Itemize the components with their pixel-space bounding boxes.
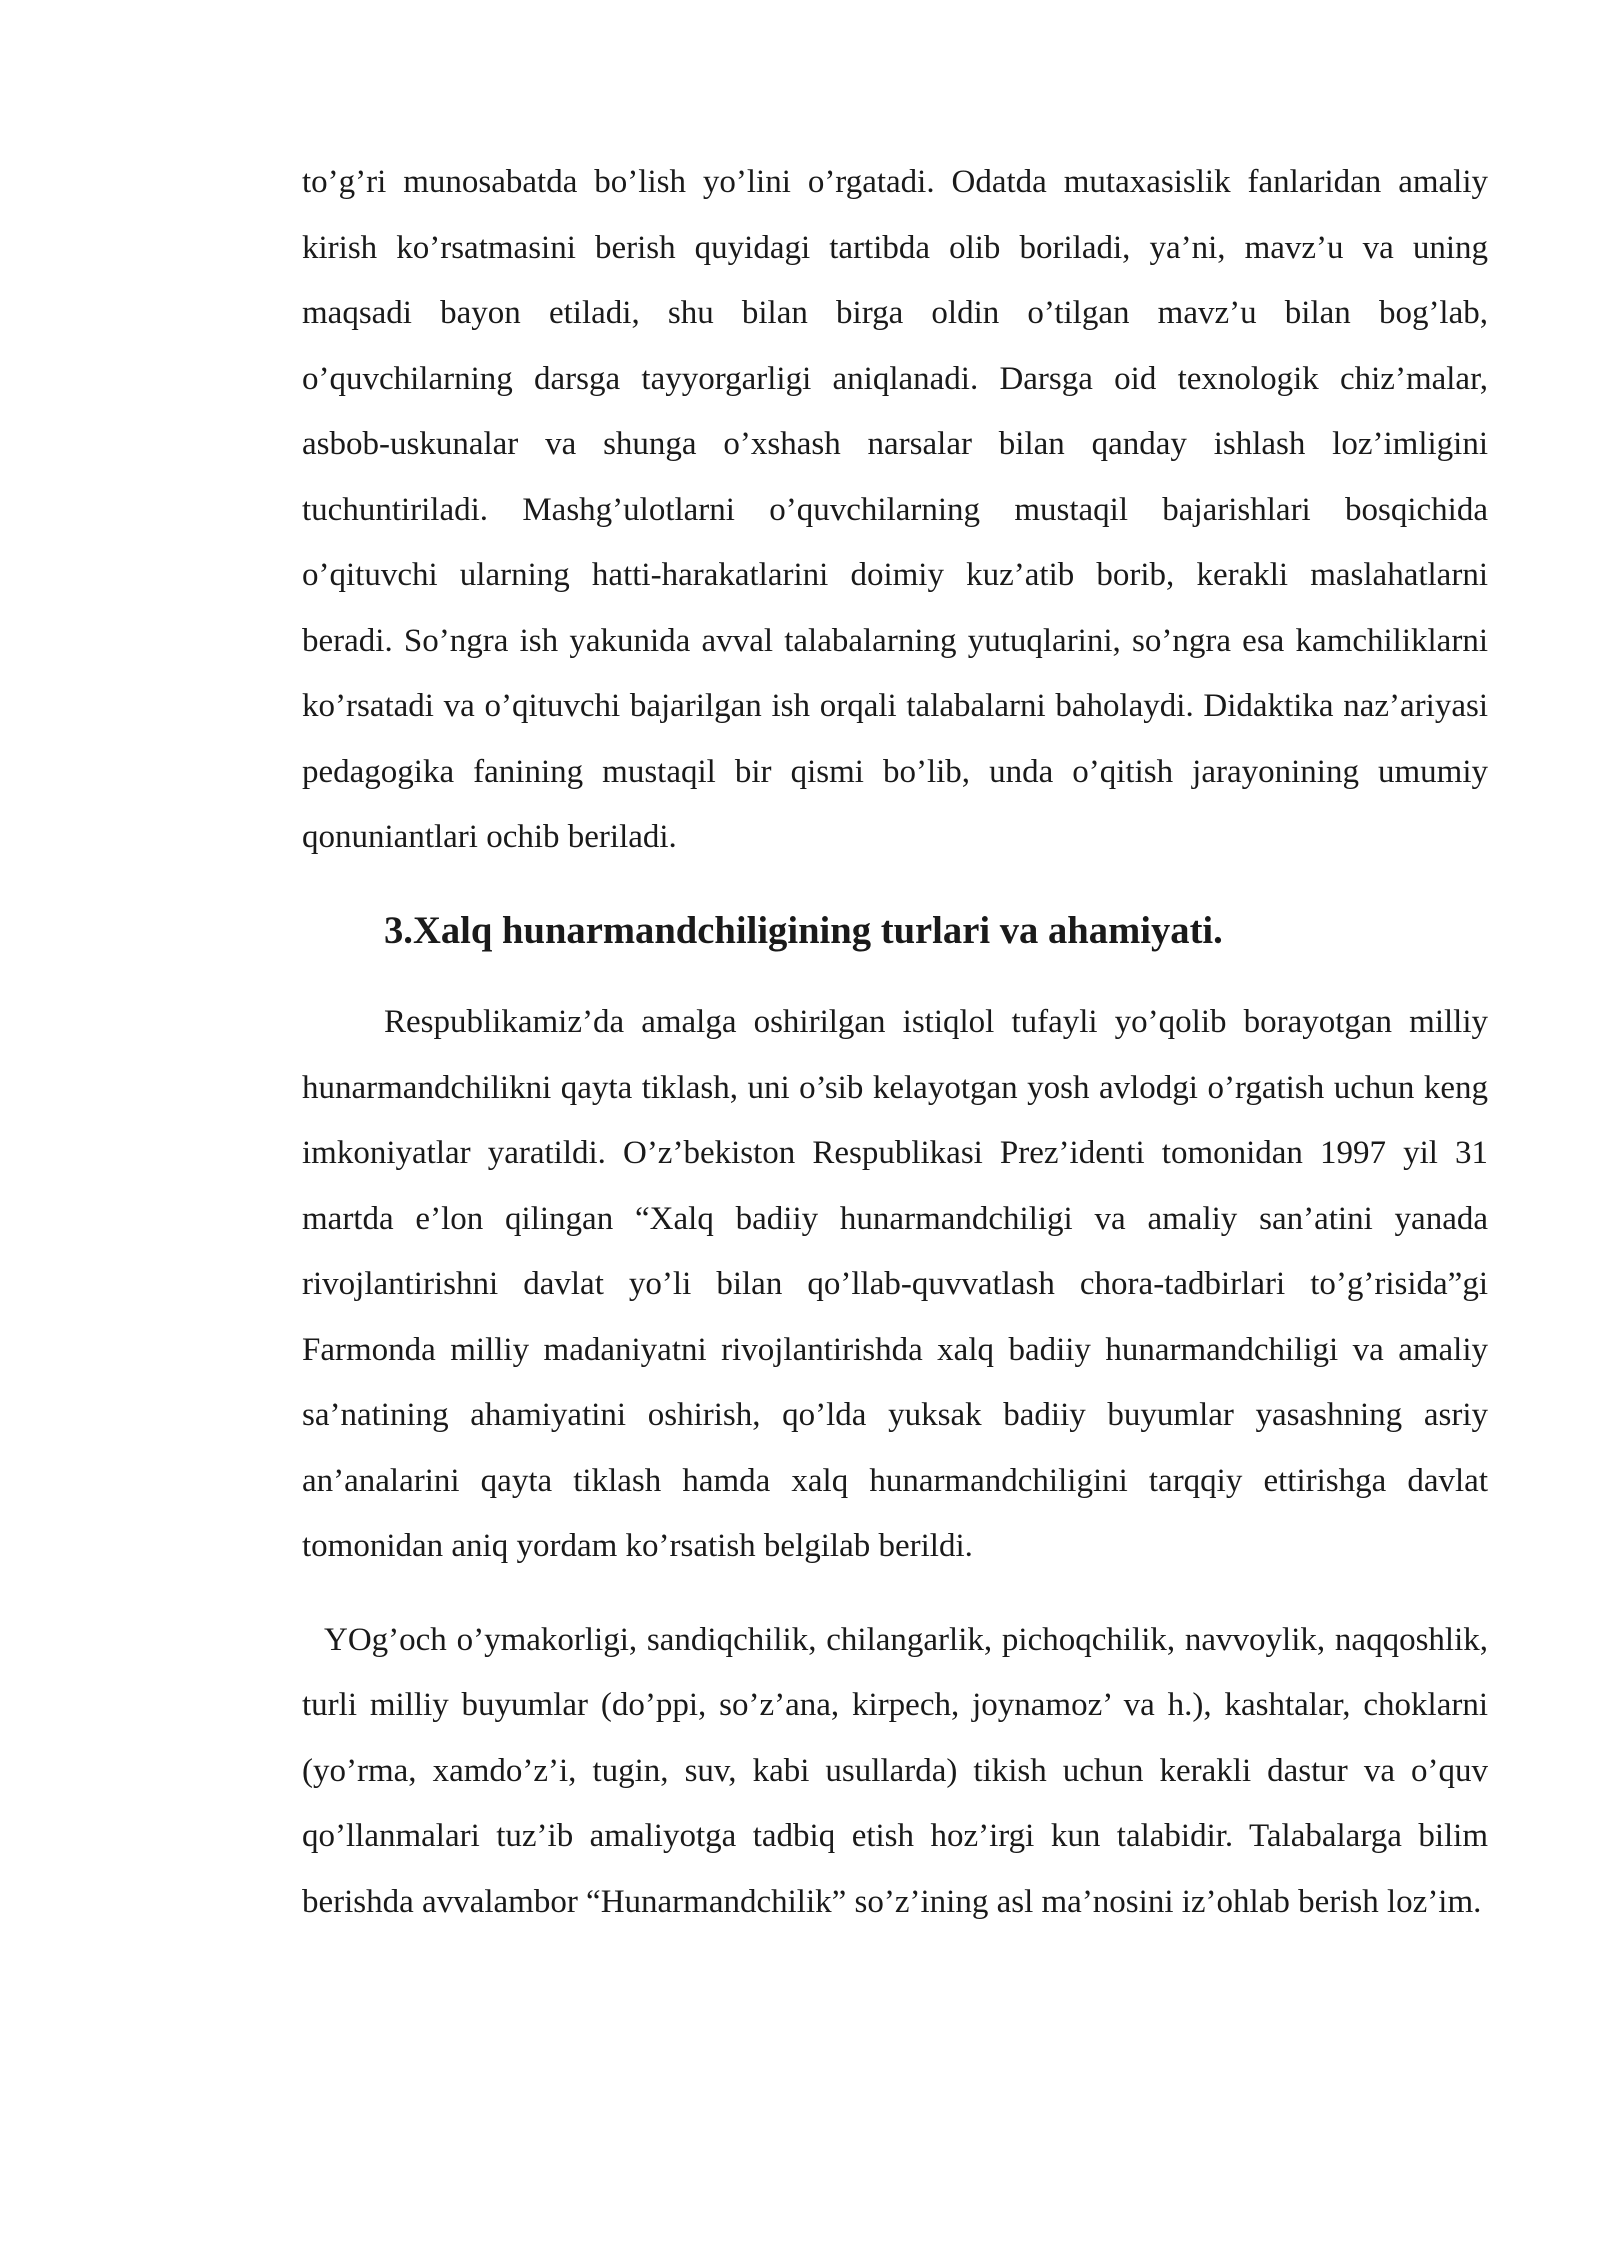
- paragraph-didactics: to’g’ri munosabatda bo’lish yo’lini o’rgatadi. Odatda mutaxasislik fanlaridan amaliy kirish ko’rsatmasini berish quyidagi tartibda olib boriladi, ya’ni, mavz’u va uning maqsadi bayon etiladi, shu bilan birga oldin o’tilgan mavz’u bilan bog’lab, o’quvchilarning darsga tayyorgarligi aniqlanadi. Darsga oid texnologik chiz’malar, asbob-uskunalar va shunga o’xshash narsalar bilan qanday ishlash loz’imligini tuchuntiriladi. Mashg’ulotlarni o’quvchilarning mustaqil bajarishlari bosqichida o’qituvchi ularning hatti-harakatlarini doimiy kuz’atib borib, kerakli maslahatlarni beradi. So’ngra ish yakunida avval talabalarning yutuqlarini, so’ngra esa kamchiliklarni ko’rsatadi va o’qituvchi bajarilgan ish orqali talabalarni baholaydi. Didaktika naz’ariyasi pedagogika fanining mustaqil bir qismi bo’lib, unda o’qitish jarayonining umumiy qonuniantlari ochib beriladi.: [302, 164, 1488, 855]
- paragraph-crafts: YOg’och o’ymakorligi, sandiqchilik, chilangarlik, pichoqchilik, navvoylik, naqqoshlik, turli milliy buyumlar (do’ppi, so’z’ana, kirpech, joynamoz’ va h.), kashtalar, choklarni (yo’rma, xamdo’z’i, tugin, suv, kabi usullarda) tikish uchun kerakli dastur va o’quv qo’llanmalari tuz’ib amaliyotga tadbiq etish hoz’irgi kun talabidir. Talabalarga bilim berishda avvalambor “Hunarmandchilik” so’z’ining asl ma’nosini iz’ohlab berish loz’im.: [302, 1621, 1488, 1920]
- section-heading: 3.Xalq hunarmandchiligining turlari va ahamiyati.: [384, 909, 1223, 952]
- text-column: [302, 150, 1488, 1935]
- paragraph-republic: Respublikamiz’da amalga oshirilgan istiqlol tufayli yo’qolib borayotgan milliy hunarmandchilikni qayta tiklash, uni o’sib kelayotgan yosh avlodgi o’rgatish uchun keng imkoniyatlar yaratildi. O’z’bekiston Respublikasi Prez’identi tomonidan 1997 yil 31 martda e’lon qilingan “Xalq badiiy hunarmandchiligi va amaliy san’atini yanada rivojlantirishni davlat yo’li bilan qo’llab-quvvatlash chora-tadbirlari to’g’risida”gi Farmonda milliy madaniyatni rivojlantirishda xalq badiiy hunarmandchiligi va amaliy sa’natining ahamiyatini oshirish, qo’lda yuksak badiiy buyumlar yasashning asriy an’analarini qayta tiklash hamda xalq hunarmandchiligini tarqqiy ettirishga davlat tomonidan aniq yordam ko’rsatish belgilab berildi.: [302, 1004, 1488, 1564]
